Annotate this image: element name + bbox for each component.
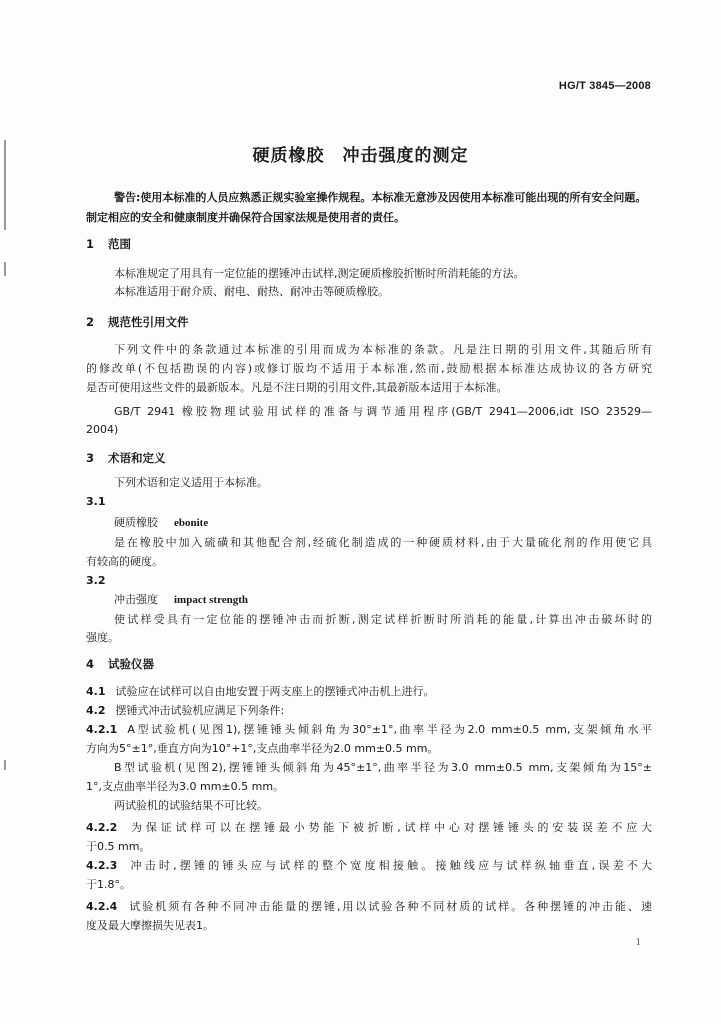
clause-4-1: 4.1 试验应在试样可以自由地安置于两支座上的摆锤式冲击机上进行。 <box>86 685 435 698</box>
standard-number: HG/T 3845—2008 <box>558 80 651 92</box>
scan-edge-mark <box>4 262 6 276</box>
section-4-heading: 4 试验仪器 <box>86 657 154 671</box>
clause-4-2-2-line-1: 4.2.2 为保证试样可以在摆锤最小势能下被折断,试样中心对摆锤锤头的安装误差不应大 <box>86 821 652 834</box>
clause-4-2-3-line-2: 于1.8°。 <box>86 878 131 891</box>
clause-4-2-1-line-5: 两试验机的试验结果不可比较。 <box>114 799 268 812</box>
clause-3-1-number: 3.1 <box>86 495 106 508</box>
section-3-heading: 3 术语和定义 <box>86 451 166 465</box>
clause-4-2-2-line-2: 于0.5 mm。 <box>86 840 151 853</box>
section-2-reference-line-2: 2004) <box>86 423 119 436</box>
warning-paragraph: 警告:使用本标准的人员应熟悉正规实验室操作规程。本标准无意涉及因使用本标准可能出现的所有安全问题。制定相应的安全和健康制度并确保符合国家法规是使用者的责任。 <box>86 191 647 224</box>
section-2-reference-line-1: GB/T 2941 橡胶物理试验用试样的准备与调节通用程序(GB/T 2941—2006,idt ISO 23529— <box>114 405 652 418</box>
clause-4-2-1-line-1: 4.2.1 A型试验机(见图1),摆锤锤头倾斜角为30°±1°,曲率半径为2.0 mm±0.5 mm,支架倾角水平 <box>86 723 652 736</box>
section-2-para-1-line-1: 下列文件中的条款通过本标准的引用而成为本标准的条款。凡是注日期的引用文件,其随后所有 <box>114 343 652 356</box>
term-ebonite-definition-line-1: 是在橡胶中加入硫磺和其他配合剂,经硫化制造成的一种硬质材料,由于大量硫化剂的作用使它具 <box>114 536 652 549</box>
term-impact-strength: 冲击强度 impact strength <box>114 593 249 606</box>
term-impact-strength-definition-line-2: 强度。 <box>86 631 119 644</box>
scan-edge-mark <box>4 760 6 770</box>
clause-3-2-number: 3.2 <box>86 574 106 587</box>
title-part-2: 冲击强度的测定 <box>342 146 469 166</box>
term-ebonite: 硬质橡胶 ebonite <box>114 516 209 529</box>
section-2-para-1-line-3: 是否可使用这些文件的最新版本。凡是不注日期的引用文件,其最新版本适用于本标准。 <box>86 381 508 394</box>
section-1-heading: 1 范围 <box>86 237 131 251</box>
term-impact-strength-definition-line-1: 使试样受具有一定位能的摆锤冲击而折断,测定试样折断时所消耗的能量,计算出冲击破坏时的 <box>114 613 652 626</box>
clause-4-2-1-line-2: 方向为5°±1°,垂直方向为10°+1°,支点曲率半径为2.0 mm±0.5 mm。 <box>86 742 439 755</box>
clause-4-2: 4.2 摆锤式冲击试验机应满足下列条件: <box>86 704 285 717</box>
clause-4-2-1-line-4: 1°,支点曲率半径为3.0 mm±0.5 mm。 <box>86 780 285 793</box>
section-1-para-1: 本标准规定了用具有一定位能的摆锤冲击试样,测定硬质橡胶折断时所消耗能的方法。 <box>114 267 525 280</box>
clause-4-2-4-line-2: 度及最大摩擦损失见表1。 <box>86 919 214 932</box>
document-title <box>0 141 721 166</box>
page-number: 1 <box>635 936 641 948</box>
section-2-para-1-line-2: 的修改单(不包括勘误的内容)或修订版均不适用于本标准,然而,鼓励根据本标准达成协议的各方研究 <box>86 362 652 375</box>
section-2-heading: 2 规范性引用文件 <box>86 315 189 329</box>
title-part-1: 硬质橡胶 <box>252 146 325 166</box>
clause-4-2-4-line-1: 4.2.4 试验机须有各种不同冲击能量的摆锤,用以试验各种不同材质的试样。各种摆锤的冲击能、速 <box>86 900 652 913</box>
clause-4-2-1-line-3: B型试验机(见图2),摆锤锤头倾斜角为45°±1°,曲率半径为3.0 mm±0.5 mm,支架倾角为15°± <box>114 761 652 774</box>
clause-4-2-3-line-1: 4.2.3 冲击时,摆锤的锤头应与试样的整个宽度相接触。接触线应与试样纵轴垂直,误差不大 <box>86 859 652 872</box>
section-3-intro: 下列术语和定义适用于本标准。 <box>114 476 268 489</box>
section-1-para-2: 本标准适用于耐介质、耐电、耐热、耐冲击等硬质橡胶。 <box>114 285 389 298</box>
term-ebonite-definition-line-2: 有较高的硬度。 <box>86 555 163 568</box>
